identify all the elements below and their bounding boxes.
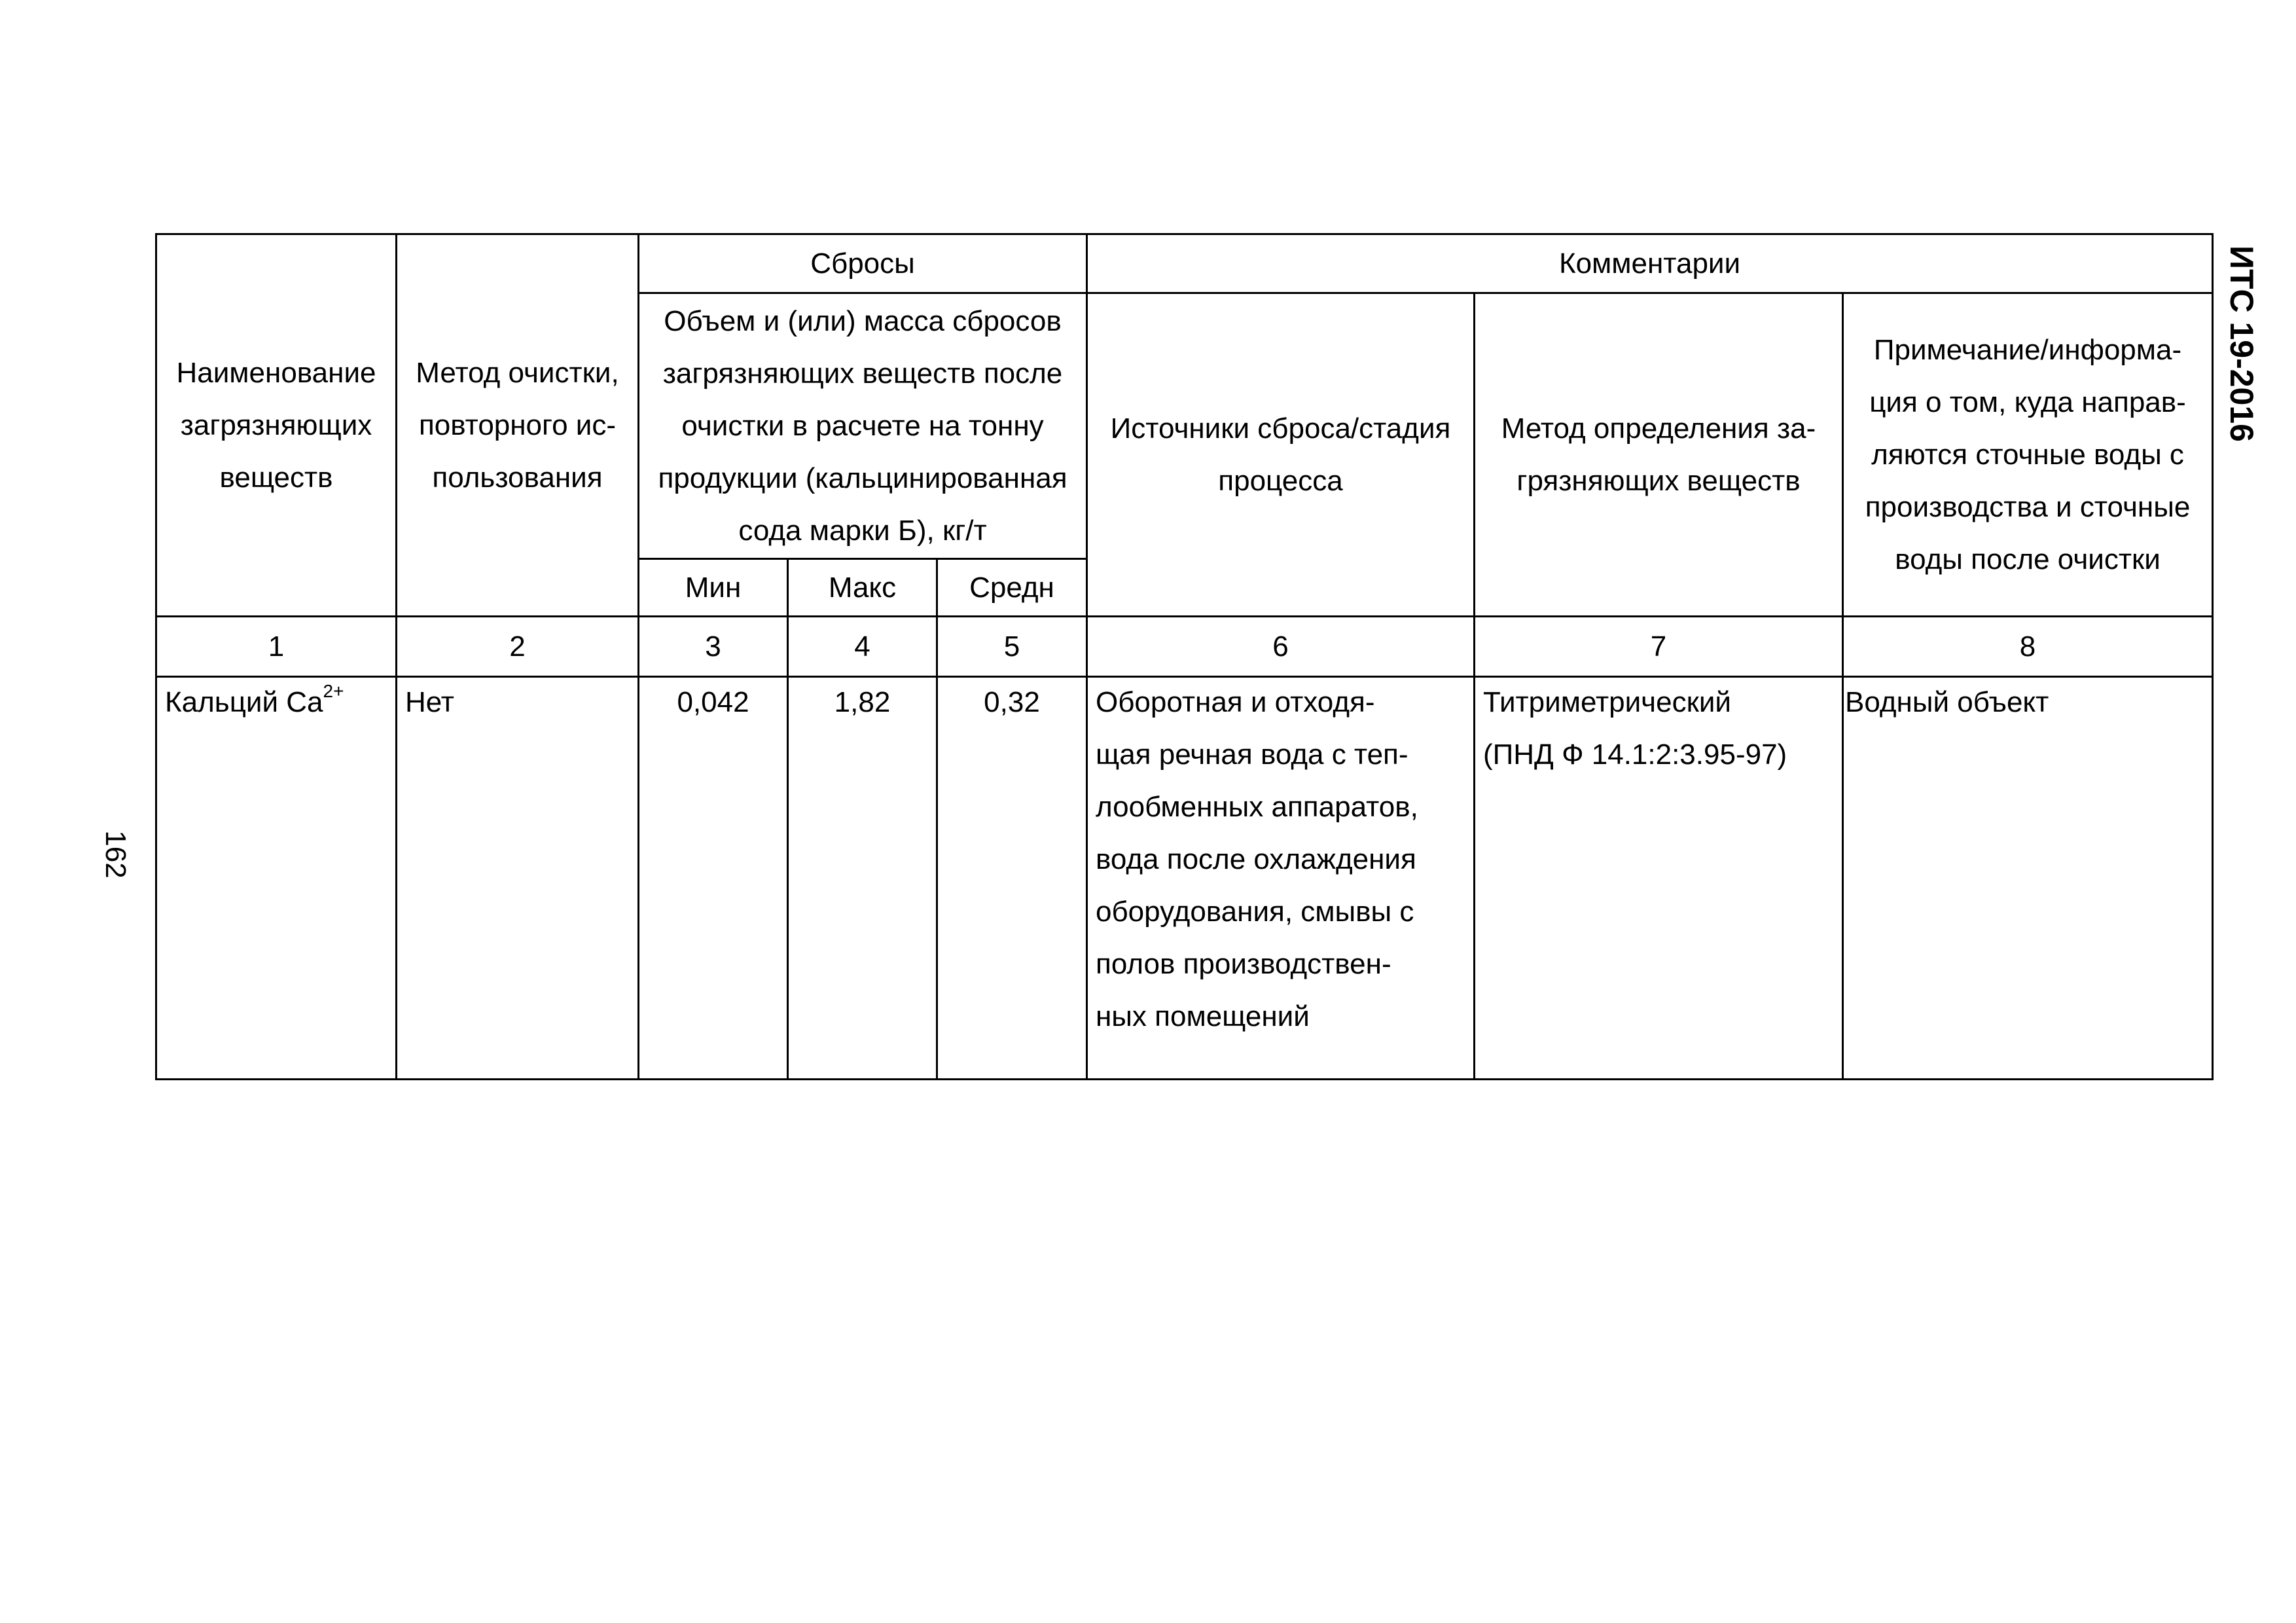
- header-max: Макс: [788, 559, 937, 617]
- cell-substance: [156, 677, 397, 1080]
- document-id: ИТС 19-2016: [2223, 246, 2260, 442]
- column-number: 5: [937, 617, 1087, 677]
- discharge-table: [155, 233, 2214, 1080]
- substance-name: Кальций Ca: [165, 686, 323, 718]
- substance-charge: 2+: [323, 681, 344, 702]
- cell-note: Водный объект: [1843, 677, 2213, 1080]
- table-row: [156, 677, 2213, 1080]
- cell-determination-method: Титриметрический (ПНД Ф 14.1:2:3.95-97): [1475, 677, 1843, 1080]
- column-number: 2: [397, 617, 639, 677]
- column-number: 6: [1087, 617, 1475, 677]
- column-number: 8: [1843, 617, 2213, 677]
- header-substance-name: Наименование загрязняющих веществ: [156, 234, 397, 617]
- column-number: 7: [1475, 617, 1843, 677]
- header-treatment-method: Метод очистки, повторного ис- пользования: [397, 234, 639, 617]
- header-determination-method: Метод определения за- грязняющих веществ: [1475, 293, 1843, 617]
- column-number: 1: [156, 617, 397, 677]
- column-number: 4: [788, 617, 937, 677]
- header-discharges-group: Сбросы: [639, 234, 1087, 293]
- cell-min: 0,042: [639, 677, 788, 1080]
- cell-source: Оборотная и отходя- щая речная вода с теп- лообменных аппаратов, вода после охлаждения оборудования, смывы с полов производствен- ных помещений: [1087, 677, 1475, 1080]
- cell-avg: 0,32: [937, 677, 1087, 1080]
- header-min: Мин: [639, 559, 788, 617]
- header-discharge-volume: Объем и (или) масса сбросов загрязняющих веществ после очистки в расчете на тонну продукции (кальцинированная сода марки Б), кг/т: [639, 293, 1087, 559]
- cell-method: Нет: [397, 677, 639, 1080]
- column-number: 3: [639, 617, 788, 677]
- header-avg: Средн: [937, 559, 1087, 617]
- header-discharge-source: Источники сброса/стадия процесса: [1087, 293, 1475, 617]
- page-number: 162: [99, 830, 132, 879]
- header-note: Примечание/информа- ция о том, куда направ- ляются сточные воды с производства и сточные воды после очистки: [1843, 293, 2213, 617]
- cell-max: 1,82: [788, 677, 937, 1080]
- header-comments-group: Комментарии: [1087, 234, 2213, 293]
